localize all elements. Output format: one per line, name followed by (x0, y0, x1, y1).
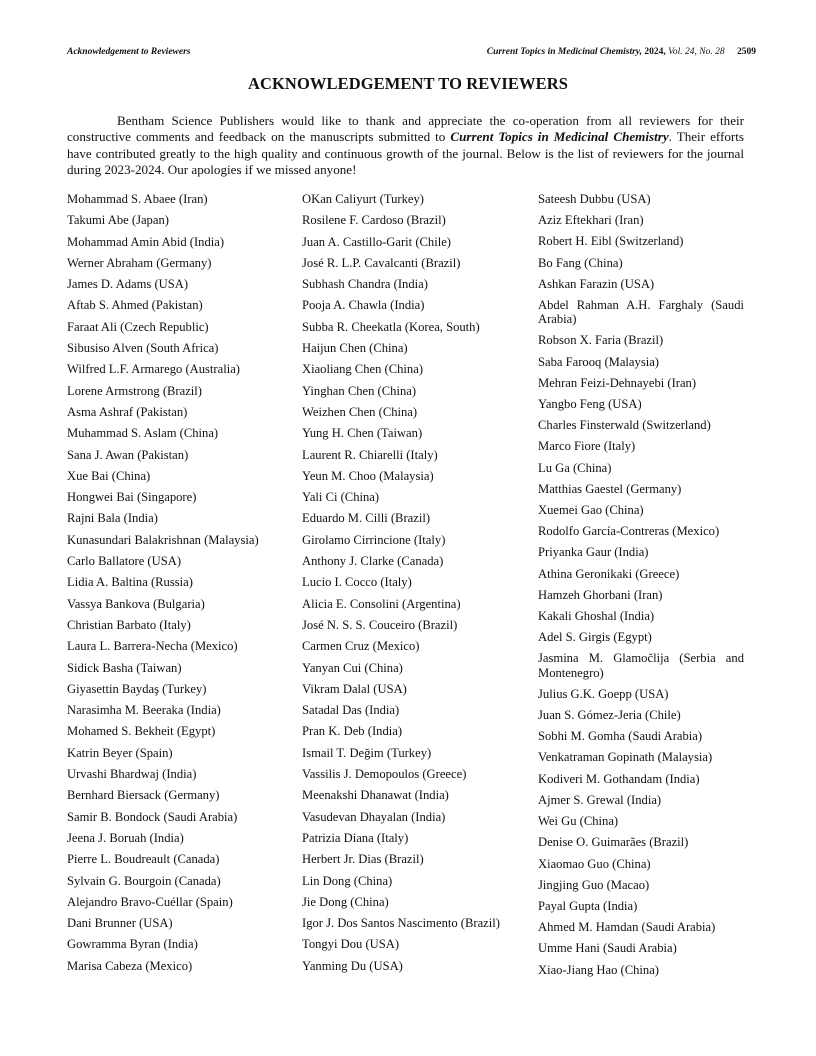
reviewer-entry: Yung H. Chen (Taiwan) (302, 426, 423, 441)
reviewer-entry: Mohammad S. Abaee (Iran) (67, 192, 208, 206)
reviewer-entry: Faraat Ali (Czech Republic) (67, 319, 209, 334)
reviewer-entry: Vikram Dalal (USA) (302, 681, 407, 696)
reviewer-entry: Girolamo Cirrincione (Italy) (302, 532, 446, 547)
page-title: ACKNOWLEDGEMENT TO REVIEWERS (247, 74, 569, 93)
running-head-citation (487, 47, 756, 57)
reviewer-entry: Matthias Gaestel (Germany) (538, 481, 682, 496)
reviewer-entry: Jingjing Guo (Macao) (538, 877, 650, 892)
reviewer-entry: Marco Fiore (Italy) (538, 439, 636, 454)
reviewer-entry: Lucio I. Cocco (Italy) (302, 575, 412, 590)
reviewer-entry: Robert H. Eibl (Switzerland) (538, 234, 684, 249)
running-head-section-title: Acknowledgement to Reviewers (67, 47, 191, 57)
reviewer-entry: Giyasettin Baydaş (Turkey) (67, 681, 207, 696)
reviewer-entry: Subba R. Cheekatla (Korea, South) (302, 319, 480, 334)
reviewer-entry: Vassya Bankova (Bulgaria) (67, 596, 205, 611)
reviewer-entry: Xue Bai (China) (67, 468, 151, 483)
reviewer-entry: Mohamed S. Bekheit (Egypt) (67, 724, 216, 739)
reviewer-entry: Carmen Cruz (Mexico) (302, 639, 420, 654)
reviewer-entry: Saba Farooq (Malaysia) (538, 354, 660, 369)
page-number: 2509 (737, 47, 756, 57)
reviewer-entry: Lin Dong (China) (302, 873, 393, 888)
reviewer-entry: Robson X. Faria (Brazil) (538, 333, 664, 348)
reviewer-entry: Jasmina M. Glamočlija (Serbia and Montenegro) (538, 651, 744, 680)
reviewer-entry: Asma Ashraf (Pakistan) (67, 404, 188, 419)
journal-name: Current Topics in Medicinal Chemistry, (486, 47, 643, 57)
reviewer-entry: Tongyi Dou (USA) (302, 937, 400, 952)
reviewer-entry: Adel S. Girgis (Egypt) (538, 630, 652, 645)
reviewer-entry: Yanyan Cui (China) (302, 660, 403, 675)
reviewer-entry: Xiaoliang Chen (China) (302, 362, 424, 377)
reviewer-entry: Xuemei Gao (China) (538, 503, 644, 518)
reviewer-entry: Hongwei Bai (Singapore) (67, 490, 197, 505)
journal-volume-issue: Vol. 24, No. 28 (668, 47, 725, 57)
reviewer-entry: Jeena J. Boruah (India) (67, 830, 184, 845)
reviewer-entry: Pooja A. Chawla (India) (302, 298, 425, 313)
reviewer-entry: Athina Geronikaki (Greece) (538, 566, 680, 581)
reviewer-entry: Vasudevan Dhayalan (India) (302, 809, 446, 824)
reviewer-entry: Eduardo M. Cilli (Brazil) (302, 511, 431, 526)
reviewer-entry: Lu Ga (China) (538, 460, 612, 475)
reviewer-entry: Yeun M. Choo (Malaysia) (302, 468, 434, 483)
reviewer-entry: Sylvain G. Bourgoin (Canada) (67, 873, 221, 888)
reviewer-entry: Xiaomao Guo (China) (538, 856, 651, 871)
journal-year: 2024, (644, 47, 666, 57)
reviewer-entry: Sana J. Awan (Pakistan) (67, 447, 189, 462)
reviewer-entry: Juan S. Gómez-Jeria (Chile) (538, 708, 681, 723)
reviewer-entry: Venkatraman Gopinath (Malaysia) (538, 750, 713, 765)
reviewer-entry: Katrin Beyer (Spain) (67, 745, 173, 760)
reviewer-entry: Lidia A. Baltina (Russia) (67, 575, 193, 590)
reviewer-entry: Xiao-Jiang Hao (China) (538, 962, 660, 977)
reviewer-entry: Julius G.K. Goepp (USA) (538, 686, 669, 701)
reviewer-entry: Christian Barbato (Italy) (67, 617, 191, 632)
reviewer-entry: Laura L. Barrera-Necha (Mexico) (67, 639, 238, 654)
reviewer-entry: Rodolfo García-Contreras (Mexico) (538, 524, 720, 539)
reviewer-entry: Rajni Bala (India) (67, 511, 158, 526)
reviewer-entry: Muhammad S. Aslam (China) (67, 426, 219, 441)
reviewer-entry: Abdel Rahman A.H. Farghaly (Saudi Arabia) (538, 298, 744, 327)
reviewer-entry: Weizhen Chen (China) (302, 404, 418, 419)
reviewer-entry: Vassilis J. Demopoulos (Greece) (302, 767, 467, 782)
reviewer-entry: Sidick Basha (Taiwan) (67, 660, 182, 675)
reviewer-entry: Priyanka Gaur (India) (538, 545, 649, 560)
intro-text-before: Bentham Science Publishers would like to thank and appreciate the co-operation from all reviewers for their constructive comments and feedback on the manuscripts submitted to (67, 113, 744, 145)
reviewer-entry: Yangbo Feng (USA) (538, 397, 642, 412)
reviewer-entry: Ismail T. Değim (Turkey) (302, 745, 432, 760)
reviewer-entry: Payal Gupta (India) (538, 898, 638, 913)
reviewer-entry: José R. L.P. Cavalcanti (Brazil) (302, 255, 461, 270)
reviewer-entry: Marisa Cabeza (Mexico) (67, 958, 193, 973)
reviewer-entry: Urvashi Bhardwaj (India) (67, 767, 197, 782)
reviewer-entry: Werner Abraham (Germany) (67, 255, 212, 270)
reviewer-entry: Denise O. Guimarães (Brazil) (538, 835, 689, 850)
reviewer-column-2 (302, 192, 514, 980)
reviewer-entry: Bo Fang (China) (538, 255, 623, 270)
reviewer-entry: Dani Brunner (USA) (67, 916, 173, 931)
reviewer-entry: Herbert Jr. Dias (Brazil) (302, 852, 424, 867)
reviewer-entry: Umme Hani (Saudi Arabia) (538, 941, 677, 956)
reviewer-entry: Aziz Eftekhari (Iran) (538, 213, 644, 228)
reviewer-entry: Sobhi M. Gomha (Saudi Arabia) (538, 729, 703, 744)
reviewer-entry: Ajmer S. Grewal (India) (538, 792, 662, 807)
reviewer-entry: Ahmed M. Hamdan (Saudi Arabia) (538, 920, 716, 935)
reviewer-entry: Charles Finsterwald (Switzerland) (538, 418, 711, 433)
reviewer-entry: Haijun Chen (China) (302, 341, 408, 356)
reviewer-entry: Sateesh Dubbu (USA) (538, 192, 651, 206)
reviewer-entry: James D. Adams (USA) (67, 277, 189, 292)
reviewer-entry: Mehran Feizi-Dehnayebi (Iran) (538, 375, 697, 390)
intro-text-after: . Their efforts have contributed greatly to the high quality and continuous growth of the journal. Below is the list of reviewers for the journal during 2023-2024. Our apologies if we missed anyone! (67, 129, 745, 177)
reviewer-entry: Bernhard Biersack (Germany) (67, 788, 220, 803)
reviewer-entry: Wilfred L.F. Armarego (Australia) (67, 362, 240, 377)
reviewer-entry: Kunasundari Balakrishnan (Malaysia) (67, 532, 259, 547)
reviewer-entry: Mohammad Amin Abid (India) (67, 234, 225, 249)
reviewer-entry: OKan Caliyurt (Turkey) (302, 192, 424, 206)
intro-paragraph (67, 113, 744, 178)
reviewer-entry: Subhash Chandra (India) (302, 277, 428, 292)
reviewer-entry: Yali Ci (China) (302, 490, 380, 505)
reviewer-entry: Lorene Armstrong (Brazil) (67, 383, 202, 398)
reviewer-entry: Juan A. Castillo-Garit (Chile) (302, 234, 452, 249)
reviewer-entry: Yinghan Chen (China) (302, 383, 417, 398)
reviewer-entry: Laurent R. Chiarelli (Italy) (302, 447, 438, 462)
reviewer-entry: Anthony J. Clarke (Canada) (302, 554, 444, 569)
intro-journal-name: Current Topics in Medicinal Chemistry (450, 129, 669, 145)
reviewer-entry: Pran K. Deb (India) (302, 724, 403, 739)
reviewer-entry: Satadal Das (India) (302, 703, 400, 718)
reviewer-entry: Yanming Du (USA) (302, 958, 403, 973)
reviewer-entry: Takumi Abe (Japan) (67, 213, 169, 228)
reviewer-entry: Kodiveri M. Gothandam (India) (538, 771, 700, 786)
reviewer-entry: Alejandro Bravo-Cuéllar (Spain) (67, 894, 233, 909)
reviewer-entry: Ashkan Farazin (USA) (538, 276, 655, 291)
reviewer-entry: Pierre L. Boudreault (Canada) (67, 852, 220, 867)
reviewer-entry: Patrizia Diana (Italy) (302, 830, 409, 845)
reviewer-entry: Gowramma Byran (India) (67, 937, 198, 952)
reviewer-entry: Igor J. Dos Santos Nascimento (Brazil) (302, 916, 500, 931)
reviewer-entry: Hamzeh Ghorbani (Iran) (538, 587, 663, 602)
reviewer-entry: Jie Dong (China) (302, 894, 389, 909)
reviewer-entry: Kakali Ghoshal (India) (538, 609, 655, 624)
reviewer-entry: Rosilene F. Cardoso (Brazil) (302, 213, 446, 228)
reviewer-entry: José N. S. S. Couceiro (Brazil) (302, 617, 458, 632)
reviewer-entry: Carlo Ballatore (USA) (67, 554, 182, 569)
reviewer-entry: Aftab S. Ahmed (Pakistan) (67, 298, 203, 313)
reviewer-entry: Narasimha M. Beeraka (India) (67, 703, 221, 718)
reviewer-column-3 (538, 192, 744, 984)
reviewer-entry: Meenakshi Dhanawat (India) (302, 788, 449, 803)
reviewer-entry: Alicia E. Consolini (Argentina) (302, 596, 461, 611)
reviewer-entry: Sibusiso Alven (South Africa) (67, 341, 219, 356)
reviewer-entry: Samir B. Bondock (Saudi Arabia) (67, 809, 238, 824)
running-head (67, 47, 756, 61)
reviewer-entry: Wei Gu (China) (538, 814, 619, 829)
reviewer-column-1 (67, 192, 275, 980)
